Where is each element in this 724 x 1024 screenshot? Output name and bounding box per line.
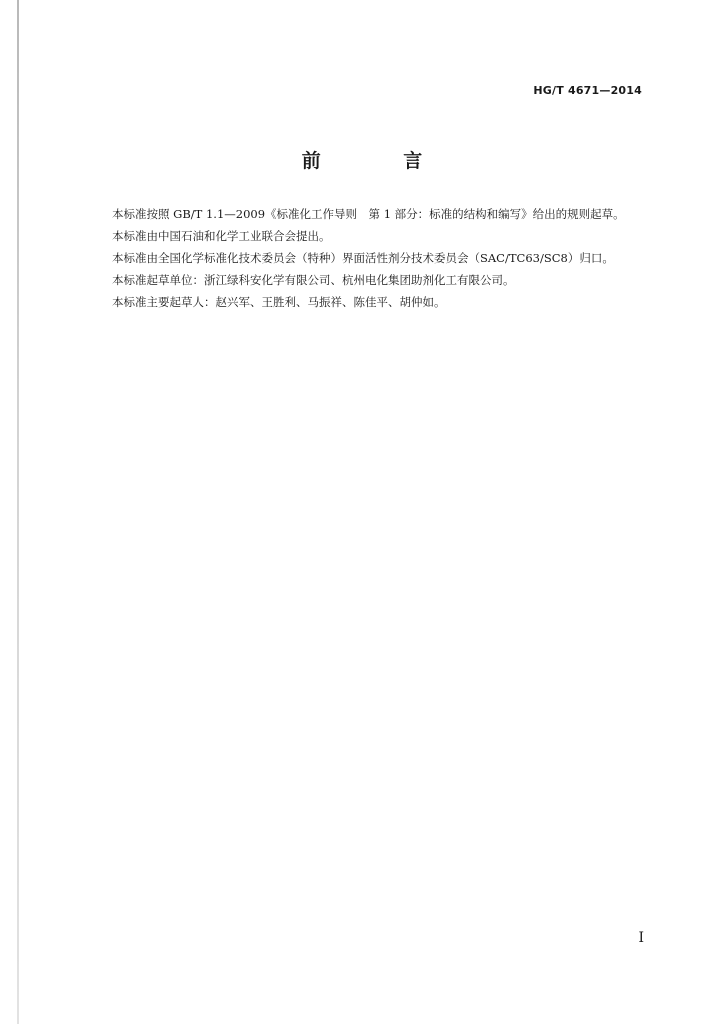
standard-code: HG/T 4671—2014 xyxy=(533,84,642,97)
paragraph-proposed-by: 本标准由中国石油和化学工业联合会提出。 xyxy=(112,229,331,243)
foreword-body xyxy=(89,203,642,313)
paragraph-drafters: 本标准主要起草人：赵兴军、王胜利、马振祥、陈佳平、胡仲如。 xyxy=(112,295,446,309)
paragraph-technical-committee: 本标准由全国化学标准化技术委员会（特种）界面活性剂分技术委员会（SAC/TC63/SC8）归口。 xyxy=(112,251,614,265)
page-title: 前 言 xyxy=(301,150,461,172)
paragraph-drafting-organizations: 本标准起草单位：浙江绿科安化学有限公司、杭州电化集团助剂化工有限公司。 xyxy=(112,273,515,287)
paragraph-drafting-rules: 本标准按照 GB/T 1.1—2009《标准化工作导则 第 1 部分：标准的结构和编写》给出的规则起草。 xyxy=(112,207,625,221)
page-number: I xyxy=(638,930,644,946)
